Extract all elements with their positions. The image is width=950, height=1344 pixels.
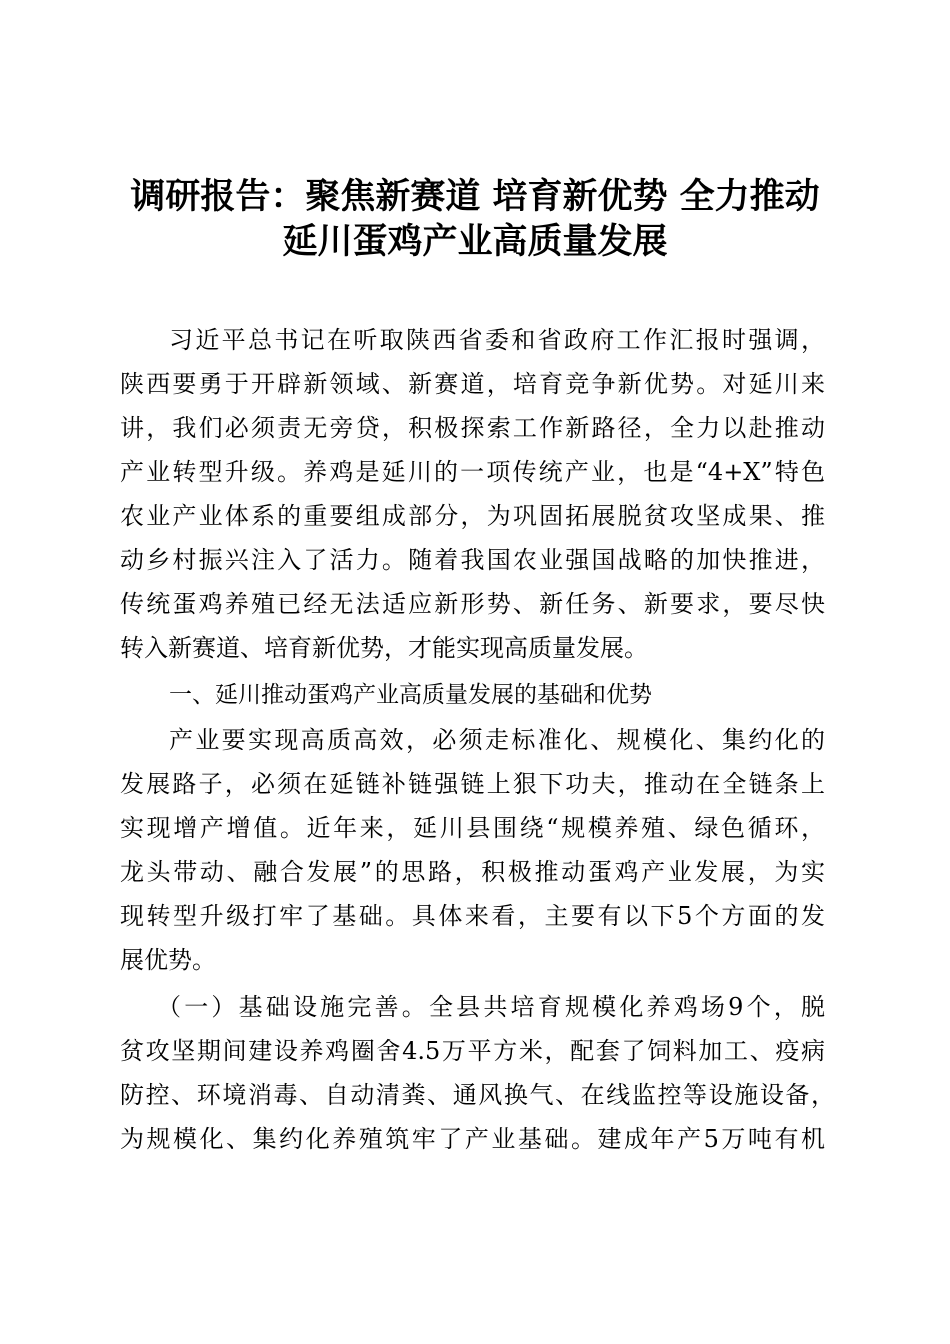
subsection1-line: 贫攻坚期间建设养鸡圈舍4.5万平方米，配套了饲料加工、疫病 [120,1037,825,1065]
section1-line: 产业要实现高质高效，必须走标准化、规模化、集约化的 [169,726,825,754]
section1-line: 实现增产增值。近年来，延川县围绕“规模养殖、绿色循环， [120,814,825,842]
intro-line: 产业转型升级。养鸡是延川的一项传统产业，也是“4+X”特色 [120,458,825,486]
intro-line: 习近平总书记在听取陕西省委和省政府工作汇报时强调， [169,326,825,354]
intro-line: 讲，我们必须责无旁贷，积极探索工作新路径，全力以赴推动 [120,414,825,442]
section1-line: 龙头带动、融合发展”的思路，积极推动蛋鸡产业发展，为实 [120,858,825,886]
intro-line: 农业产业体系的重要组成部分，为巩固拓展脱贫攻坚成果、推 [120,502,825,530]
section-heading: 一、延川推动蛋鸡产业高质量发展的基础和优势 [169,682,652,708]
subsection1-line: 防控、环境消毒、自动清粪、通风换气、在线监控等设施设备， [120,1081,835,1109]
document-title-line-2: 延川蛋鸡产业高质量发展 [282,222,668,262]
subsection1-line: 为规模化、集约化养殖筑牢了产业基础。建成年产5万吨有机 [120,1125,825,1153]
section1-line: 发展路子，必须在延链补链强链上狠下功夫，推动在全链条上 [120,770,825,798]
intro-line: 转入新赛道、培育新优势，才能实现高质量发展。 [120,634,648,662]
document-title-line-1: 调研报告：聚焦新赛道 培育新优势 全力推动 [130,177,820,217]
subsection1-line: （一）基础设施完善。全县共培育规模化养鸡场9个，脱 [157,993,825,1021]
intro-line: 陕西要勇于开辟新领域、新赛道，培育竞争新优势。对延川来 [120,370,825,398]
intro-line: 动乡村振兴注入了活力。随着我国农业强国战略的加快推进， [120,546,825,574]
section1-line: 展优势。 [120,946,216,974]
section1-line: 现转型升级打牢了基础。具体来看，主要有以下5个方面的发 [120,902,825,930]
intro-line: 传统蛋鸡养殖已经无法适应新形势、新任务、新要求，要尽快 [120,590,825,618]
